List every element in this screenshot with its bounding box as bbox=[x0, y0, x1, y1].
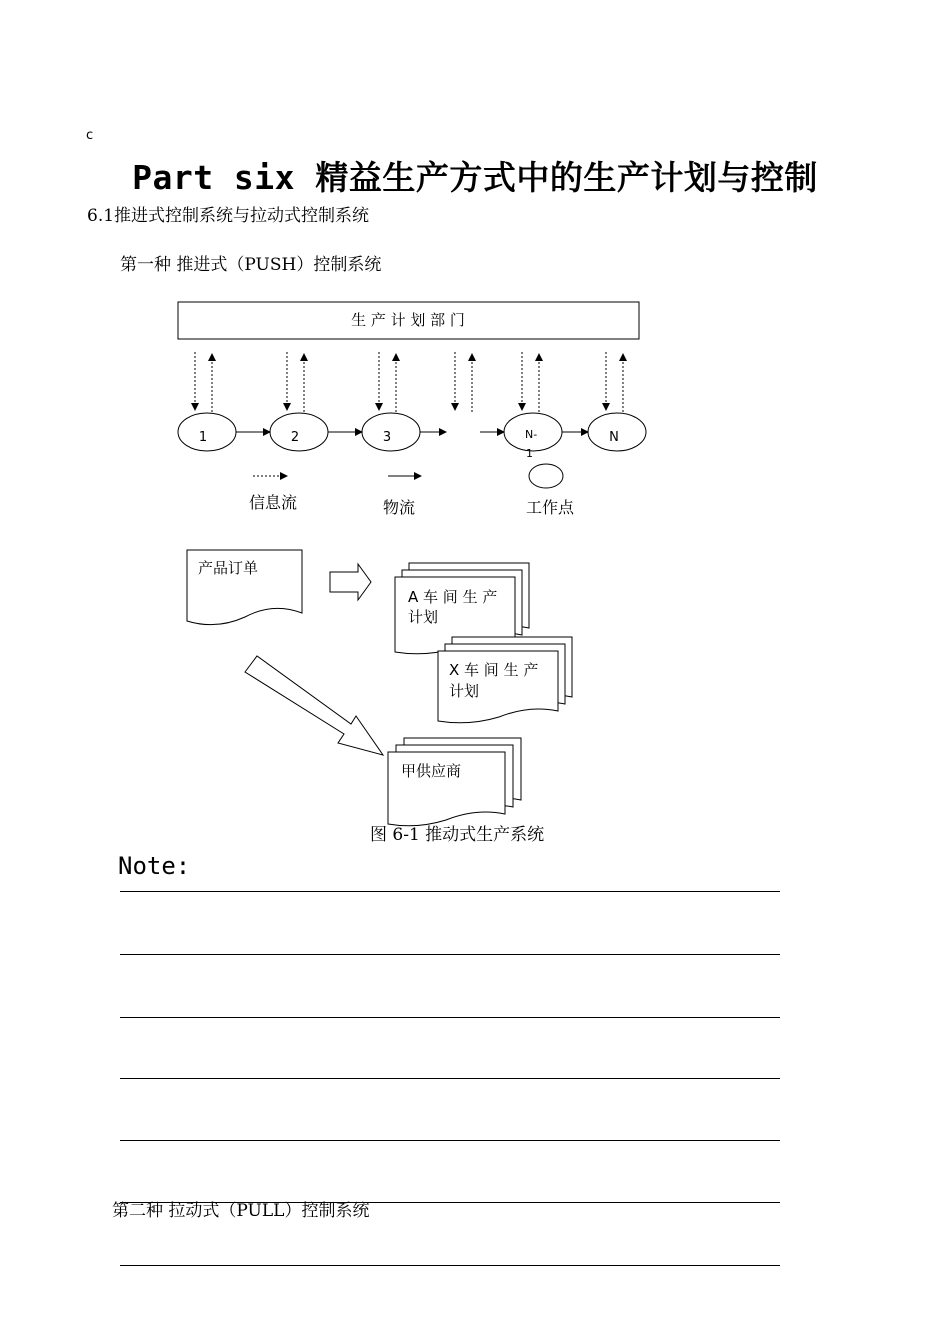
plan-x-label-line2: 计划 bbox=[449, 682, 480, 700]
page-marker: c bbox=[86, 128, 94, 143]
note-line-2 bbox=[120, 954, 780, 955]
pull-heading: 第二种 拉动式（PULL）控制系统 bbox=[112, 1201, 370, 1221]
note-label: Note: bbox=[118, 852, 191, 880]
page-title: Part six 精益生产方式中的生产计划与控制 bbox=[132, 158, 818, 197]
note-line-4 bbox=[120, 1078, 780, 1079]
supplier-label: 甲供应商 bbox=[401, 762, 462, 780]
legend-material-flow-label: 物流 bbox=[383, 498, 416, 517]
note-line-5 bbox=[120, 1140, 780, 1141]
node-n-label: N bbox=[609, 430, 619, 445]
push-heading: 第一种 推进式（PUSH）控制系统 bbox=[120, 255, 382, 275]
note-line-7 bbox=[120, 1265, 780, 1266]
legend-work-point-label: 工作点 bbox=[526, 498, 575, 517]
block-arrow-diagonal bbox=[245, 656, 383, 755]
node-n-1-label-a: N- bbox=[525, 428, 538, 441]
plan-a-label-line2: 计划 bbox=[408, 608, 439, 626]
block-arrow-right bbox=[330, 564, 371, 600]
supplier-stack bbox=[388, 738, 521, 826]
plan-x-label-line1: X 车 间 生 产 bbox=[449, 661, 539, 679]
node-n-1-label-b: 1 bbox=[526, 447, 533, 460]
node-2-label: 2 bbox=[290, 430, 300, 445]
node-3-label: 3 bbox=[382, 430, 392, 445]
legend-info-flow-label: 信息流 bbox=[249, 493, 298, 512]
node-1-label: 1 bbox=[198, 430, 208, 445]
note-line-1 bbox=[120, 891, 780, 892]
section-heading: 6.1推进式控制系统与拉动式控制系统 bbox=[87, 206, 370, 226]
note-line-3 bbox=[120, 1017, 780, 1018]
department-label: 生 产 计 划 部 门 bbox=[351, 311, 465, 329]
plan-x-stack bbox=[438, 637, 572, 723]
legend-work-point-shape bbox=[529, 464, 563, 488]
info-flow-arrows bbox=[195, 352, 623, 412]
order-document-label: 产品订单 bbox=[198, 559, 259, 577]
plan-a-label-line1: A 车 间 生 产 bbox=[408, 588, 498, 606]
figure-caption: 图 6-1 推动式生产系统 bbox=[370, 825, 545, 845]
